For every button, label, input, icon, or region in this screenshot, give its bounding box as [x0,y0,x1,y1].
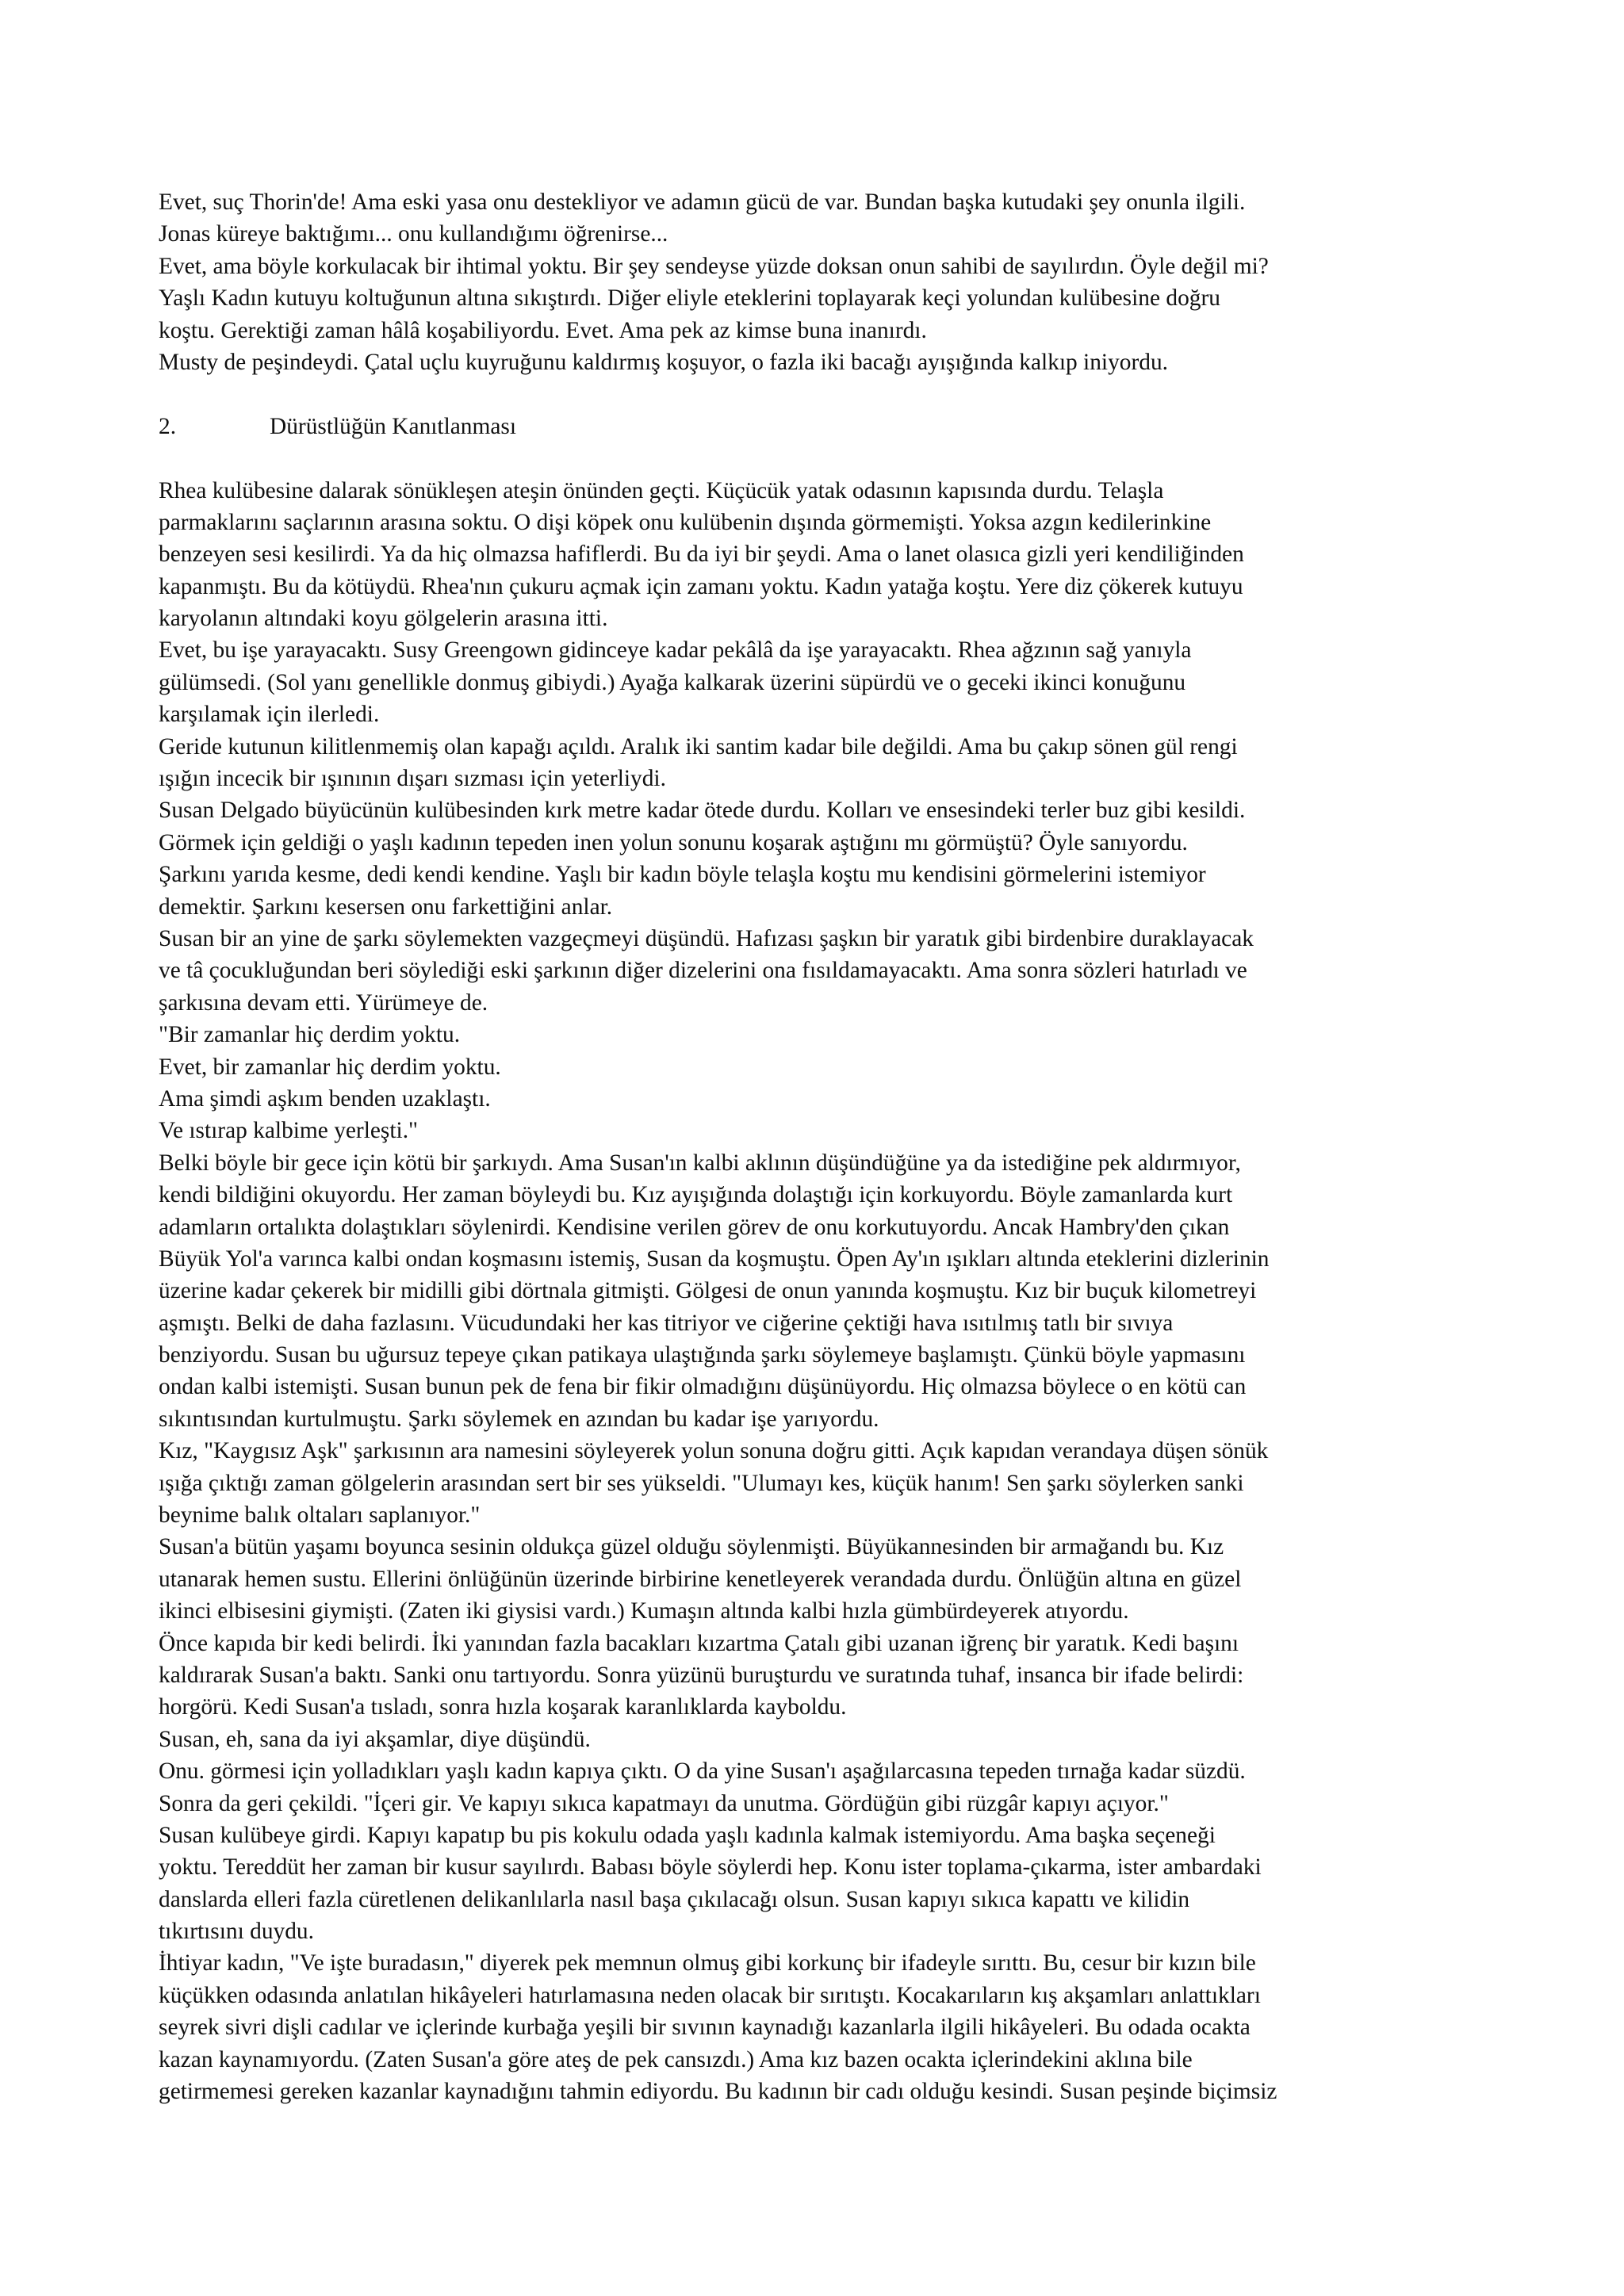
text-line: Evet, bu işe yarayacaktı. Susy Greengown gidinceye kadar pekâlâ da işe yarayacaktı. Rhea ağzının sağ yanıyla [159,637,1192,664]
text-line: karyolanın altındaki koyu gölgelerin arasına itti. [159,606,608,632]
text-line: Rhea kulübesine dalarak sönükleşen ateşin önünden geçti. Küçücük yatak odasının kapısında durdu. Telaşla [159,477,1164,503]
opening-paragraphs [159,186,1507,378]
text-line: gülümsedi. (Sol yanı genellikle donmuş gibiydi.) Ayağa kalkarak üzerini süpürdü ve o geceki ikinci konuğunu [159,669,1186,695]
text-line: adamların ortalıkta dolaştıkları söylenirdi. Kendisine verilen görev de onu korkutuyordu. Ancak Hambry'den çıkan [159,1214,1230,1240]
text-line: koştu. Gerektiği zaman hâlâ koşabiliyordu. Evet. Ama pek az kimse buna inanırdı. [159,317,927,343]
chapter-heading [159,411,1507,442]
text-line: ikinci elbisesini giymişti. (Zaten iki giysisi vardı.) Kumaşın altında kalbi hızla gümbürdeyerek atıyordu. [159,1598,1129,1624]
text-line: ışığın incecik bir ışınının dışarı sızması için yeterliydi. [159,766,666,792]
text-line: Önce kapıda bir kedi belirdi. İki yanından fazla bacakları kızartma Çatalı gibi uzanan iğrenç bir yaratık. Kedi başını [159,1630,1239,1656]
text-line: Sonra da geri çekildi. "İçeri gir. Ve kapıyı sıkıca kapatmayı da unutma. Gördüğün gibi rüzgâr kapıyı açıyor." [159,1790,1169,1816]
text-line: aşmıştı. Belki de daha fazlasını. Vücudundaki her kas titriyor ve ciğerine çektiği hava ısıtılmış tatlı bir sıvıya [159,1310,1174,1336]
text-line: ondan kalbi istemişti. Susan bunun pek de fena bir fikir olmadığını düşünüyordu. Hiç olmazsa böylece o en kötü can [159,1374,1247,1400]
text-line: Şarkını yarıda kesme, dedi kendi kendine. Yaşlı bir kadın böyle telaşla koştu mu kendisini görmelerini istemiyor [159,862,1206,888]
text-line: Geride kutunun kilitlenmemiş olan kapağı açıldı. Aralık iki santim kadar bile değildi. Ama bu çakıp sönen gül rengi [159,733,1238,760]
text-line: Yaşlı Kadın kutuyu koltuğunun altına sıkıştırdı. Diğer eliyle eteklerini toplayarak keçi yolundan kulübesine doğru [159,285,1220,312]
text-line: Onu. görmesi için yolladıkları yaşlı kadın kapıya çıktı. O da yine Susan'ı aşağılarcasına tepeden tırnağa kadar süzdü. [159,1758,1246,1785]
text-line: Belki böyle bir gece için kötü bir şarkıydı. Ama Susan'ın kalbi aklının düşündüğüne ya da istediğine pek aldırmıyor, [159,1150,1241,1176]
text-line: tıkırtısını duydu. [159,1919,314,1945]
text-line: İhtiyar kadın, "Ve işte buradasın," diyerek pek memnun olmuş gibi korkunç bir ifadeyle sırıttı. Bu, cesur bir kızın bile [159,1950,1256,1976]
text-line: ışığa çıktığı zaman gölgelerin arasından sert bir ses yükseldi. "Ulumayı kes, küçük hanım! Sen şarkı söylerken sanki [159,1470,1244,1496]
blank-line [159,378,1507,410]
text-line: sıkıntısından kurtulmuştu. Şarkı söylemek en azından bu kadar işe yarıyordu. [159,1406,879,1432]
text-line: küçükken odasında anlatılan hikâyeleri hatırlamasına neden olacak bir sırıtıştı. Kocakarıların kış akşamları anlattıkları [159,1982,1261,2008]
text-line: kapanmıştı. Bu da kötüydü. Rhea'nın çukuru açmak için zamanı yoktu. Kadın yatağa koştu. Yere diz çökerek kutuyu [159,573,1243,599]
chapter-body [159,475,1507,2108]
text-line: Ve ıstırap kalbime yerleşti." [159,1118,419,1144]
text-line: Kız, "Kaygısız Aşk" şarkısının ara namesini söyleyerek yolun sonuna doğru gitti. Açık kapıdan verandaya düşen sönük [159,1438,1269,1464]
text-line: kaldırarak Susan'a baktı. Sanki onu tartıyordu. Sonra yüzünü buruşturdu ve suratında tuhaf, insanca bir ifade belirdi: [159,1662,1244,1688]
text-line: Evet, ama böyle korkulacak bir ihtimal yoktu. Bir şey sendeyse yüzde doksan onun sahibi de sayılırdın. Öyle değil mi? [159,253,1269,279]
text-line: Evet, suç Thorin'de! Ama eski yasa onu destekliyor ve adamın gücü de var. Bundan başka kutudaki şey onunla ilgili. [159,189,1246,215]
text-line: benziyordu. Susan bu uğursuz tepeye çıkan patikaya ulaştığında şarkı söylemeye başlamıştı. Çünkü böyle yapmasını [159,1342,1246,1368]
text-line: yoktu. Tereddüt her zaman bir kusur sayılırdı. Babası böyle söylerdi hep. Konu ister toplama-çıkarma, ister ambardaki [159,1854,1262,1881]
text-line: Ama şimdi aşkım benden uzaklaştı. [159,1085,491,1112]
text-line: beynime balık oltaları saplanıyor." [159,1502,481,1529]
text-line: demektir. Şarkını kesersen onu farkettiğini anlar. [159,894,613,920]
text-line: Susan Delgado büyücünün kulübesinden kırk metre kadar ötede durdu. Kolları ve ensesindeki terler buz gibi kesildi. [159,798,1246,824]
text-line: Susan bir an yine de şarkı söylemekten vazgeçmeyi düşündü. Hafızası şaşkın bir yaratık gibi birdenbire duraklayacak [159,925,1254,951]
text-line: üzerine kadar çekerek bir midilli gibi dörtnala gitmişti. Gölgesi de onun yanında koşmuştu. Kız bir buçuk kilometreyi [159,1278,1257,1304]
document-page [159,186,1507,2107]
text-line: Görmek için geldiği o yaşlı kadının tepeden inen yolun sonunu koşarak aştığını mı görmüştü? Öyle sanıyordu. [159,829,1188,855]
text-line: seyrek sivri dişli cadılar ve içlerinde kurbağa yeşili bir sıvının kaynadığı kazanlarla ilgili hikâyeleri. Bu odada ocakta [159,2015,1251,2041]
text-line: Susan'a bütün yaşamı boyunca sesinin oldukça güzel olduğu söylenmişti. Büyükannesinden bir armağandı bu. Kız [159,1534,1224,1560]
chapter-title: Dürüstlüğün Kanıtlanması [270,413,517,439]
text-line: Susan kulübeye girdi. Kapıyı kapatıp bu pis kokulu odada yaşlı kadınla kalmak istemiyordu. Ama başka seçeneği [159,1822,1216,1848]
text-line: karşılamak için ilerledi. [159,702,380,728]
text-line: kendi bildiğini okuyordu. Her zaman böyleydi bu. Kız ayışığında dolaştığı için korkuyordu. Böyle zamanlarda kurt [159,1182,1233,1208]
text-line: kazan kaynamıyordu. (Zaten Susan'a göre ateş de pek cansızdı.) Ama kız bazen ocakta içlerindekini aklına bile [159,2046,1193,2072]
text-line: Evet, bir zamanlar hiç derdim yoktu. [159,1054,501,1080]
chapter-number: 2. [159,413,177,439]
text-line: şarkısına devam etti. Yürümeye de. [159,989,488,1016]
text-line: Susan, eh, sana da iyi akşamlar, diye düşündü. [159,1726,591,1752]
text-line: Büyük Yol'a varınca kalbi ondan koşmasını istemiş, Susan da koşmuştu. Öpen Ay'ın ışıkları altında eteklerini dizlerinin [159,1246,1270,1272]
text-line: horgörü. Kedi Susan'a tısladı, sonra hızla koşarak karanlıklarda kayboldu. [159,1694,847,1720]
text-line: Musty de peşindeydi. Çatal uçlu kuyruğunu kaldırmış koşuyor, o fazla iki bacağı ayışığında kalkıp iniyordu. [159,349,1168,375]
text-line: getirmemesi gereken kazanlar kaynadığını tahmin ediyordu. Bu kadının bir cadı olduğu kesindi. Susan peşinde biçimsiz [159,2079,1277,2105]
blank-line [159,442,1507,474]
text-line: Jonas küreye baktığımı... onu kullandığımı öğrenirse... [159,221,668,247]
text-line: ve tâ çocukluğundan beri söylediği eski şarkının diğer dizelerini ona fısıldamayacaktı. Ama sonra sözleri hatırladı ve [159,958,1247,984]
text-line: "Bir zamanlar hiç derdim yoktu. [159,1022,461,1048]
text-line: benzeyen sesi kesilirdi. Ya da hiç olmazsa hafiflerdi. Bu da iyi bir şeydi. Ama o lanet olasıca gizli yeri kendiliğinden [159,541,1244,568]
text-line: parmaklarını saçlarının arasına soktu. O dişi köpek onu kulübenin dışında görmemişti. Yoksa azgın kedilerinkine [159,509,1212,535]
text-line: utanarak hemen sustu. Ellerini önlüğünün üzerinde birbirine kenetleyerek verandada durdu. Önlüğün altına en güzel [159,1566,1242,1592]
text-line: danslarda elleri fazla cüretlenen delikanlılarla nasıl başa çıkılacağı olsun. Susan kapıyı sıkıca kapattı ve kilidin [159,1886,1190,1912]
